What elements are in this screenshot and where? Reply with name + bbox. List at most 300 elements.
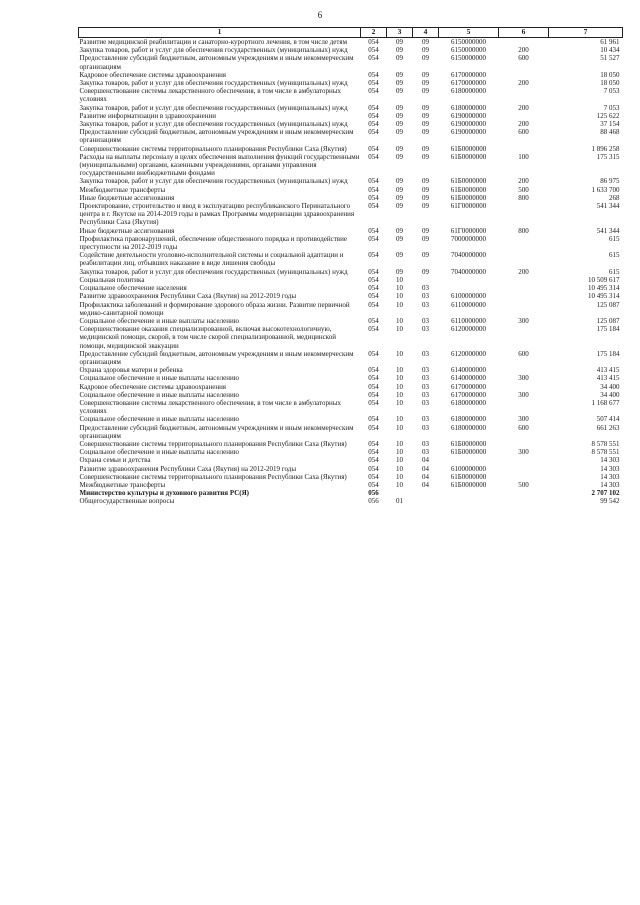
ministry-code: 054 xyxy=(368,251,379,260)
expense-type-code xyxy=(499,202,549,227)
row-description: Социальное обеспечение и иные выплаты населению xyxy=(79,316,239,325)
row-description: Совершенствование системы территориального планирования Республики Саха (Якутия) xyxy=(79,144,347,153)
row-description: Межбюджетные трансферты xyxy=(79,480,166,489)
subsection-code: 09 xyxy=(422,54,429,63)
row-description: Проектирование, строительство и ввод в эксплуатацию республиканского Перинатального центра в г. Якутске на 2014-2019 годы в рамках Программы модернизации здравоохранения Республики Саха (Якутия) xyxy=(79,202,355,227)
target-article-code: 6150000000 xyxy=(451,38,486,46)
section-code: 10 xyxy=(396,284,403,293)
table-row xyxy=(79,177,623,185)
subsection-code: 04 xyxy=(422,480,429,489)
table-row xyxy=(79,71,623,79)
ministry-code: 054 xyxy=(368,46,379,55)
row-description: Предоставление субсидий бюджетным, автономным учреждениям и иным некоммерческим организациям xyxy=(79,54,354,71)
target-article-code: 6120000000 xyxy=(451,349,486,358)
row-description: Закупка товаров, работ и услуг для обеспечения государственных (муниципальных) нужд xyxy=(79,120,348,129)
row-description: Иные бюджетные ассигнования xyxy=(79,226,175,235)
subsection-code: 09 xyxy=(422,193,429,202)
budget-table xyxy=(78,27,623,506)
target-article-code: 61Б0000000 xyxy=(450,185,487,194)
row-description: Закупка товаров, работ и услуг для обеспечения государственных (муниципальных) нужд xyxy=(79,267,348,276)
ministry-code: 054 xyxy=(368,390,379,399)
target-article-code: 61Б0000000 xyxy=(450,152,487,161)
table-row xyxy=(79,325,623,350)
table-row xyxy=(79,120,623,128)
expense-type-code: 600 xyxy=(518,423,529,432)
target-article-code: 6100000000 xyxy=(451,464,486,473)
expense-type-code: 600 xyxy=(518,128,529,137)
row-description: Межбюджетные трансферты xyxy=(79,185,166,194)
row-description: Совершенствование системы территориального планирования Республики Саха (Якутия) xyxy=(79,439,347,448)
subsection-code: 03 xyxy=(422,439,429,448)
table-row xyxy=(79,38,623,47)
target-article-code: 6170000000 xyxy=(451,382,486,391)
section-code: 10 xyxy=(396,480,403,489)
row-description: Совершенствование оказания специализированной, включая высокотехнологичную, медицинской помощи, скорой, в том числе скорой специализированной, медицинской помощи, медицинской эвакуации xyxy=(79,325,336,350)
table-row xyxy=(79,465,623,473)
ministry-code: 054 xyxy=(368,415,379,424)
section-code: 09 xyxy=(396,79,403,88)
amount: 99 542 xyxy=(600,497,620,506)
table-row xyxy=(79,54,623,70)
amount: 1 633 700 xyxy=(591,185,620,194)
amount: 14 303 xyxy=(600,456,620,465)
subsection-code: 09 xyxy=(422,79,429,88)
expense-type-code xyxy=(499,440,549,448)
subsection-code: 09 xyxy=(422,234,429,243)
subsection-code: 03 xyxy=(422,423,429,432)
target-article-code: 61Б0000000 xyxy=(450,439,487,448)
row-description: Охрана здоровья матери и ребенка xyxy=(79,366,183,375)
target-article-code: 61Б0000000 xyxy=(450,480,487,489)
table-row xyxy=(79,202,623,227)
table-row xyxy=(79,350,623,366)
section-code: 09 xyxy=(396,234,403,243)
amount: 8 578 551 xyxy=(591,439,620,448)
target-article-code: 61Г0000000 xyxy=(450,202,487,211)
amount: 8 578 551 xyxy=(591,448,620,457)
expense-type-code: 800 xyxy=(518,193,529,202)
subsection-code: 03 xyxy=(422,366,429,375)
expense-type-code xyxy=(499,251,549,267)
amount: 10 434 xyxy=(600,46,620,55)
amount: 34 400 xyxy=(600,382,620,391)
table-row xyxy=(79,366,623,374)
amount: 175 184 xyxy=(596,349,620,358)
section-code: 09 xyxy=(396,202,403,211)
ministry-code: 054 xyxy=(368,300,379,309)
ministry-code: 054 xyxy=(368,185,379,194)
amount: 541 344 xyxy=(596,226,620,235)
amount: 51 527 xyxy=(600,54,620,63)
ministry-code: 054 xyxy=(368,120,379,129)
row-description: Кадровое обеспечение системы здравоохранения xyxy=(79,70,227,79)
expense-type-code: 200 xyxy=(518,46,529,55)
page-number: 6 xyxy=(317,10,323,20)
amount: 7 053 xyxy=(603,87,620,96)
ministry-code: 054 xyxy=(368,456,379,465)
row-description: Охрана семьи и детства xyxy=(79,456,151,465)
subsection-code: 09 xyxy=(422,70,429,79)
section-code: 10 xyxy=(396,374,403,383)
table-header-row xyxy=(79,28,623,38)
target-article-code xyxy=(439,284,499,292)
row-description: Закупка товаров, работ и услуг для обеспечения государственных (муниципальных) нужд xyxy=(79,103,348,112)
row-description: Расходы на выплаты персоналу в целях обеспечения выполнения функций государственными (муниципальными) органами, казенными учреждениями, органами управления государственными внебюджетными фондами xyxy=(79,152,360,178)
subsection-code: 03 xyxy=(422,374,429,383)
table-row xyxy=(79,383,623,391)
table-row xyxy=(79,194,623,202)
table-row xyxy=(79,87,623,103)
expense-type-code: 200 xyxy=(518,267,529,276)
ministry-code: 056 xyxy=(368,497,379,506)
section-code: 10 xyxy=(396,349,403,358)
ministry-code: 054 xyxy=(368,423,379,432)
ministry-code: 054 xyxy=(368,202,379,211)
expense-type-code xyxy=(499,497,549,505)
subsection-code: 04 xyxy=(422,464,429,473)
subsection-code: 03 xyxy=(422,325,429,334)
section-code: 09 xyxy=(396,144,403,153)
expense-type-code xyxy=(499,465,549,473)
subsection-code: 03 xyxy=(422,316,429,325)
table-row xyxy=(79,153,623,178)
row-description: Общегосударственные вопросы xyxy=(79,497,175,506)
table-row xyxy=(79,473,623,481)
target-article-code: 6190000000 xyxy=(451,128,486,137)
section-code: 10 xyxy=(396,423,403,432)
expense-type-code xyxy=(499,301,549,317)
row-description: Закупка товаров, работ и услуг для обеспечения государственных (муниципальных) нужд xyxy=(79,79,348,88)
subsection-code: 09 xyxy=(422,226,429,235)
section-code: 09 xyxy=(396,177,403,186)
subsection-code: 03 xyxy=(422,398,429,407)
ministry-code: 054 xyxy=(368,226,379,235)
amount: 14 303 xyxy=(600,464,620,473)
section-code: 10 xyxy=(396,439,403,448)
ministry-code: 054 xyxy=(368,234,379,243)
section-code: 10 xyxy=(396,464,403,473)
target-article-code: 6110000000 xyxy=(451,316,486,325)
table-row xyxy=(79,448,623,456)
subsection-code: 09 xyxy=(422,103,429,112)
table-row xyxy=(79,235,623,251)
expense-type-code: 300 xyxy=(518,390,529,399)
expense-type-code: 600 xyxy=(518,54,529,63)
table-row xyxy=(79,227,623,235)
ministry-code: 054 xyxy=(368,439,379,448)
expense-type-code: 200 xyxy=(518,177,529,186)
subsection-code: 09 xyxy=(422,87,429,96)
amount: 413 415 xyxy=(596,374,620,383)
expense-type-code: 200 xyxy=(518,103,529,112)
table-row xyxy=(79,399,623,415)
section-code: 10 xyxy=(396,472,403,481)
ministry-code: 054 xyxy=(368,398,379,407)
row-description: Закупка товаров, работ и услуг для обеспечения государственных (муниципальных) нужд xyxy=(79,46,348,55)
target-article-code: 61Б0000000 xyxy=(450,448,487,457)
subsection-code: 09 xyxy=(422,120,429,129)
table-row xyxy=(79,497,623,505)
section-code: 10 xyxy=(396,398,403,407)
section-code: 09 xyxy=(396,38,403,46)
subsection-code xyxy=(413,489,439,497)
subsection-code: 09 xyxy=(422,267,429,276)
target-article-code: 6140000000 xyxy=(451,366,486,375)
expense-type-code: 600 xyxy=(518,349,529,358)
row-description: Профилактика правонарушений, обеспечение общественного порядка и противодействие преступности на 2012-2019 годы xyxy=(79,234,347,252)
subsection-code: 03 xyxy=(422,390,429,399)
amount: 268 xyxy=(609,193,620,202)
ministry-code: 054 xyxy=(368,152,379,161)
section-code: 09 xyxy=(396,70,403,79)
table-row xyxy=(79,489,623,497)
subsection-code: 09 xyxy=(422,46,429,55)
amount: 10 509 617 xyxy=(588,275,620,284)
table-row xyxy=(79,481,623,489)
expense-type-code xyxy=(499,399,549,415)
table-row xyxy=(79,46,623,54)
column-header: 6 xyxy=(499,28,549,38)
amount: 86 975 xyxy=(600,177,620,186)
expense-type-code: 800 xyxy=(518,226,529,235)
expense-type-code xyxy=(499,276,549,284)
table-row xyxy=(79,317,623,325)
ministry-code: 054 xyxy=(368,374,379,383)
column-header: 4 xyxy=(413,28,439,38)
row-description: Развитие информатизации в здравоохранении xyxy=(79,111,217,120)
target-article-code: 7040000000 xyxy=(451,267,486,276)
ministry-code: 054 xyxy=(368,325,379,334)
target-article-code: 61Б0000000 xyxy=(450,144,487,153)
row-description: Закупка товаров, работ и услуг для обеспечения государственных (муниципальных) нужд xyxy=(79,177,348,186)
subsection-code: 03 xyxy=(422,284,429,293)
amount: 18 050 xyxy=(600,79,620,88)
target-article-code: 61Б0000000 xyxy=(450,472,487,481)
expense-type-code xyxy=(499,235,549,251)
row-description: Развитие здравоохранения Республики Саха (Якутия) на 2012-2019 годы xyxy=(79,292,297,301)
ministry-code: 054 xyxy=(368,464,379,473)
table-row xyxy=(79,104,623,112)
amount: 615 xyxy=(609,234,620,243)
amount: 1 896 258 xyxy=(591,144,620,153)
table-row xyxy=(79,268,623,276)
target-article-code: 7000000000 xyxy=(451,234,486,243)
amount: 14 303 xyxy=(600,472,620,481)
table-row xyxy=(79,440,623,448)
amount: 175 184 xyxy=(596,325,620,334)
subsection-code: 03 xyxy=(422,300,429,309)
ministry-code: 054 xyxy=(368,87,379,96)
target-article-code: 6180000000 xyxy=(451,87,486,96)
table-row xyxy=(79,128,623,144)
amount: 125 087 xyxy=(596,316,620,325)
section-code: 10 xyxy=(396,366,403,375)
subsection-code xyxy=(413,497,439,505)
row-description: Иные бюджетные ассигнования xyxy=(79,193,175,202)
expense-type-code: 500 xyxy=(518,480,529,489)
expense-type-code: 300 xyxy=(518,316,529,325)
ministry-code: 054 xyxy=(368,275,379,284)
table-row xyxy=(79,145,623,153)
subsection-code: 03 xyxy=(422,415,429,424)
subsection-code: 09 xyxy=(422,185,429,194)
ministry-code: 056 xyxy=(368,489,379,498)
target-article-code: 6170000000 xyxy=(451,79,486,88)
amount: 507 414 xyxy=(596,415,620,424)
amount: 661 263 xyxy=(596,423,620,432)
section-code: 10 xyxy=(396,292,403,301)
table-row xyxy=(79,112,623,120)
table-row xyxy=(79,292,623,300)
expense-type-code xyxy=(499,366,549,374)
amount: 14 303 xyxy=(600,480,620,489)
section-code: 09 xyxy=(396,111,403,120)
expense-type-code xyxy=(499,383,549,391)
section-code: 10 xyxy=(396,448,403,457)
row-description: Социальная политика xyxy=(79,275,145,284)
ministry-code: 054 xyxy=(368,70,379,79)
target-article-code: 6180000000 xyxy=(451,398,486,407)
section-code: 09 xyxy=(396,251,403,260)
target-article-code: 6180000000 xyxy=(451,103,486,112)
row-description: Социальное обеспечение и иные выплаты населению xyxy=(79,448,239,457)
column-header: 1 xyxy=(79,28,361,38)
expense-type-code xyxy=(499,489,549,497)
ministry-code: 054 xyxy=(368,177,379,186)
section-code: 10 xyxy=(396,316,403,325)
amount: 175 315 xyxy=(596,152,620,161)
amount: 125 087 xyxy=(596,300,620,309)
ministry-code: 054 xyxy=(368,382,379,391)
ministry-code: 054 xyxy=(368,103,379,112)
amount: 125 622 xyxy=(596,111,620,120)
table-row xyxy=(79,186,623,194)
subsection-code: 03 xyxy=(422,292,429,301)
ministry-code: 054 xyxy=(368,448,379,457)
target-article-code xyxy=(439,276,499,284)
amount: 413 415 xyxy=(596,366,620,375)
subsection-code: 09 xyxy=(422,128,429,137)
section-code: 09 xyxy=(396,185,403,194)
section-code: 10 xyxy=(396,456,403,465)
ministry-code: 054 xyxy=(368,54,379,63)
table-row xyxy=(79,391,623,399)
row-description: Предоставление субсидий бюджетным, автономным учреждениям и иным некоммерческим организациям xyxy=(79,128,354,145)
table-row xyxy=(79,424,623,440)
row-description: Развитие медицинской реабилитации и санаторно-курортного лечения, в том числе детям xyxy=(79,38,348,46)
row-description: Социальное обеспечение и иные выплаты населению xyxy=(79,415,239,424)
section-code: 09 xyxy=(396,46,403,55)
row-description: Министерство культуры и духовного развития РС(Я) xyxy=(79,489,249,498)
column-header: 5 xyxy=(439,28,499,38)
subsection-code: 09 xyxy=(422,251,429,260)
section-code: 09 xyxy=(396,152,403,161)
column-header: 7 xyxy=(549,28,623,38)
section-code: 09 xyxy=(396,226,403,235)
ministry-code: 054 xyxy=(368,38,379,46)
column-header: 2 xyxy=(361,28,387,38)
subsection-code: 09 xyxy=(422,202,429,211)
subsection-code: 09 xyxy=(422,111,429,120)
expense-type-code xyxy=(499,145,549,153)
amount: 61 961 xyxy=(600,38,620,46)
table-row xyxy=(79,456,623,464)
ministry-code: 054 xyxy=(368,267,379,276)
ministry-code: 054 xyxy=(368,284,379,293)
target-article-code: 6190000000 xyxy=(451,120,486,129)
subsection-code: 04 xyxy=(422,456,429,465)
row-description: Совершенствование системы лекарственного обеспечения, в том числе в амбулаторных условиях xyxy=(79,87,341,104)
row-description: Профилактика заболеваний и формирование здорового образа жизни. Развитие первичной медико-санитарной помощи xyxy=(79,300,350,317)
section-code: 09 xyxy=(396,193,403,202)
row-description: Социальное обеспечение и иные выплаты населению xyxy=(79,374,239,383)
target-article-code: 6110000000 xyxy=(451,300,486,309)
expense-type-code: 500 xyxy=(518,185,529,194)
subsection-code: 03 xyxy=(422,382,429,391)
expense-type-code xyxy=(499,456,549,464)
column-header: 3 xyxy=(387,28,413,38)
ministry-code: 054 xyxy=(368,79,379,88)
row-description: Предоставление субсидий бюджетным, автономным учреждениям и иным некоммерческим организациям xyxy=(79,423,354,440)
ministry-code: 054 xyxy=(368,472,379,481)
subsection-code: 09 xyxy=(422,38,429,46)
ministry-code: 054 xyxy=(368,316,379,325)
amount: 37 154 xyxy=(600,120,620,129)
row-description: Совершенствование системы территориального планирования Республики Саха (Якутия) xyxy=(79,472,347,481)
amount: 10 495 314 xyxy=(588,284,620,293)
expense-type-code: 100 xyxy=(518,152,529,161)
section-code: 09 xyxy=(396,120,403,129)
section-code xyxy=(387,489,413,497)
expense-type-code: 300 xyxy=(518,415,529,424)
target-article-code: 6120000000 xyxy=(451,325,486,334)
ministry-code: 054 xyxy=(368,480,379,489)
table-row xyxy=(79,79,623,87)
subsection-code: 09 xyxy=(422,177,429,186)
target-article-code: 6150000000 xyxy=(451,54,486,63)
expense-type-code xyxy=(499,38,549,47)
ministry-code: 054 xyxy=(368,349,379,358)
target-article-code: 6100000000 xyxy=(451,292,486,301)
section-code: 09 xyxy=(396,128,403,137)
target-article-code: 6170000000 xyxy=(451,390,486,399)
amount: 615 xyxy=(609,251,620,260)
section-code: 09 xyxy=(396,103,403,112)
expense-type-code xyxy=(499,112,549,120)
row-description: Содействие деятельности уголовно-исполнительной системы и социальной адаптации и реабилитации лиц, отбывших наказание в виде лишения свободы xyxy=(79,251,344,268)
target-article-code: 6150000000 xyxy=(451,46,486,55)
target-article-code xyxy=(439,456,499,464)
subsection-code xyxy=(413,276,439,284)
table-row xyxy=(79,251,623,267)
subsection-code: 03 xyxy=(422,448,429,457)
amount: 18 050 xyxy=(600,70,620,79)
row-description: Предоставление субсидий бюджетным, автономным учреждениям и иным некоммерческим организациям xyxy=(79,349,354,366)
subsection-code: 09 xyxy=(422,152,429,161)
expense-type-code: 200 xyxy=(518,79,529,88)
row-description: Социальное обеспечение и иные выплаты населению xyxy=(79,390,239,399)
ministry-code: 054 xyxy=(368,128,379,137)
section-code: 10 xyxy=(396,275,403,284)
amount: 2 707 102 xyxy=(591,489,620,498)
subsection-code: 09 xyxy=(422,144,429,153)
amount: 7 053 xyxy=(603,103,620,112)
amount: 10 495 314 xyxy=(588,292,620,301)
section-code: 01 xyxy=(396,497,403,506)
expense-type-code: 200 xyxy=(518,120,529,129)
ministry-code: 054 xyxy=(368,193,379,202)
expense-type-code xyxy=(499,71,549,79)
